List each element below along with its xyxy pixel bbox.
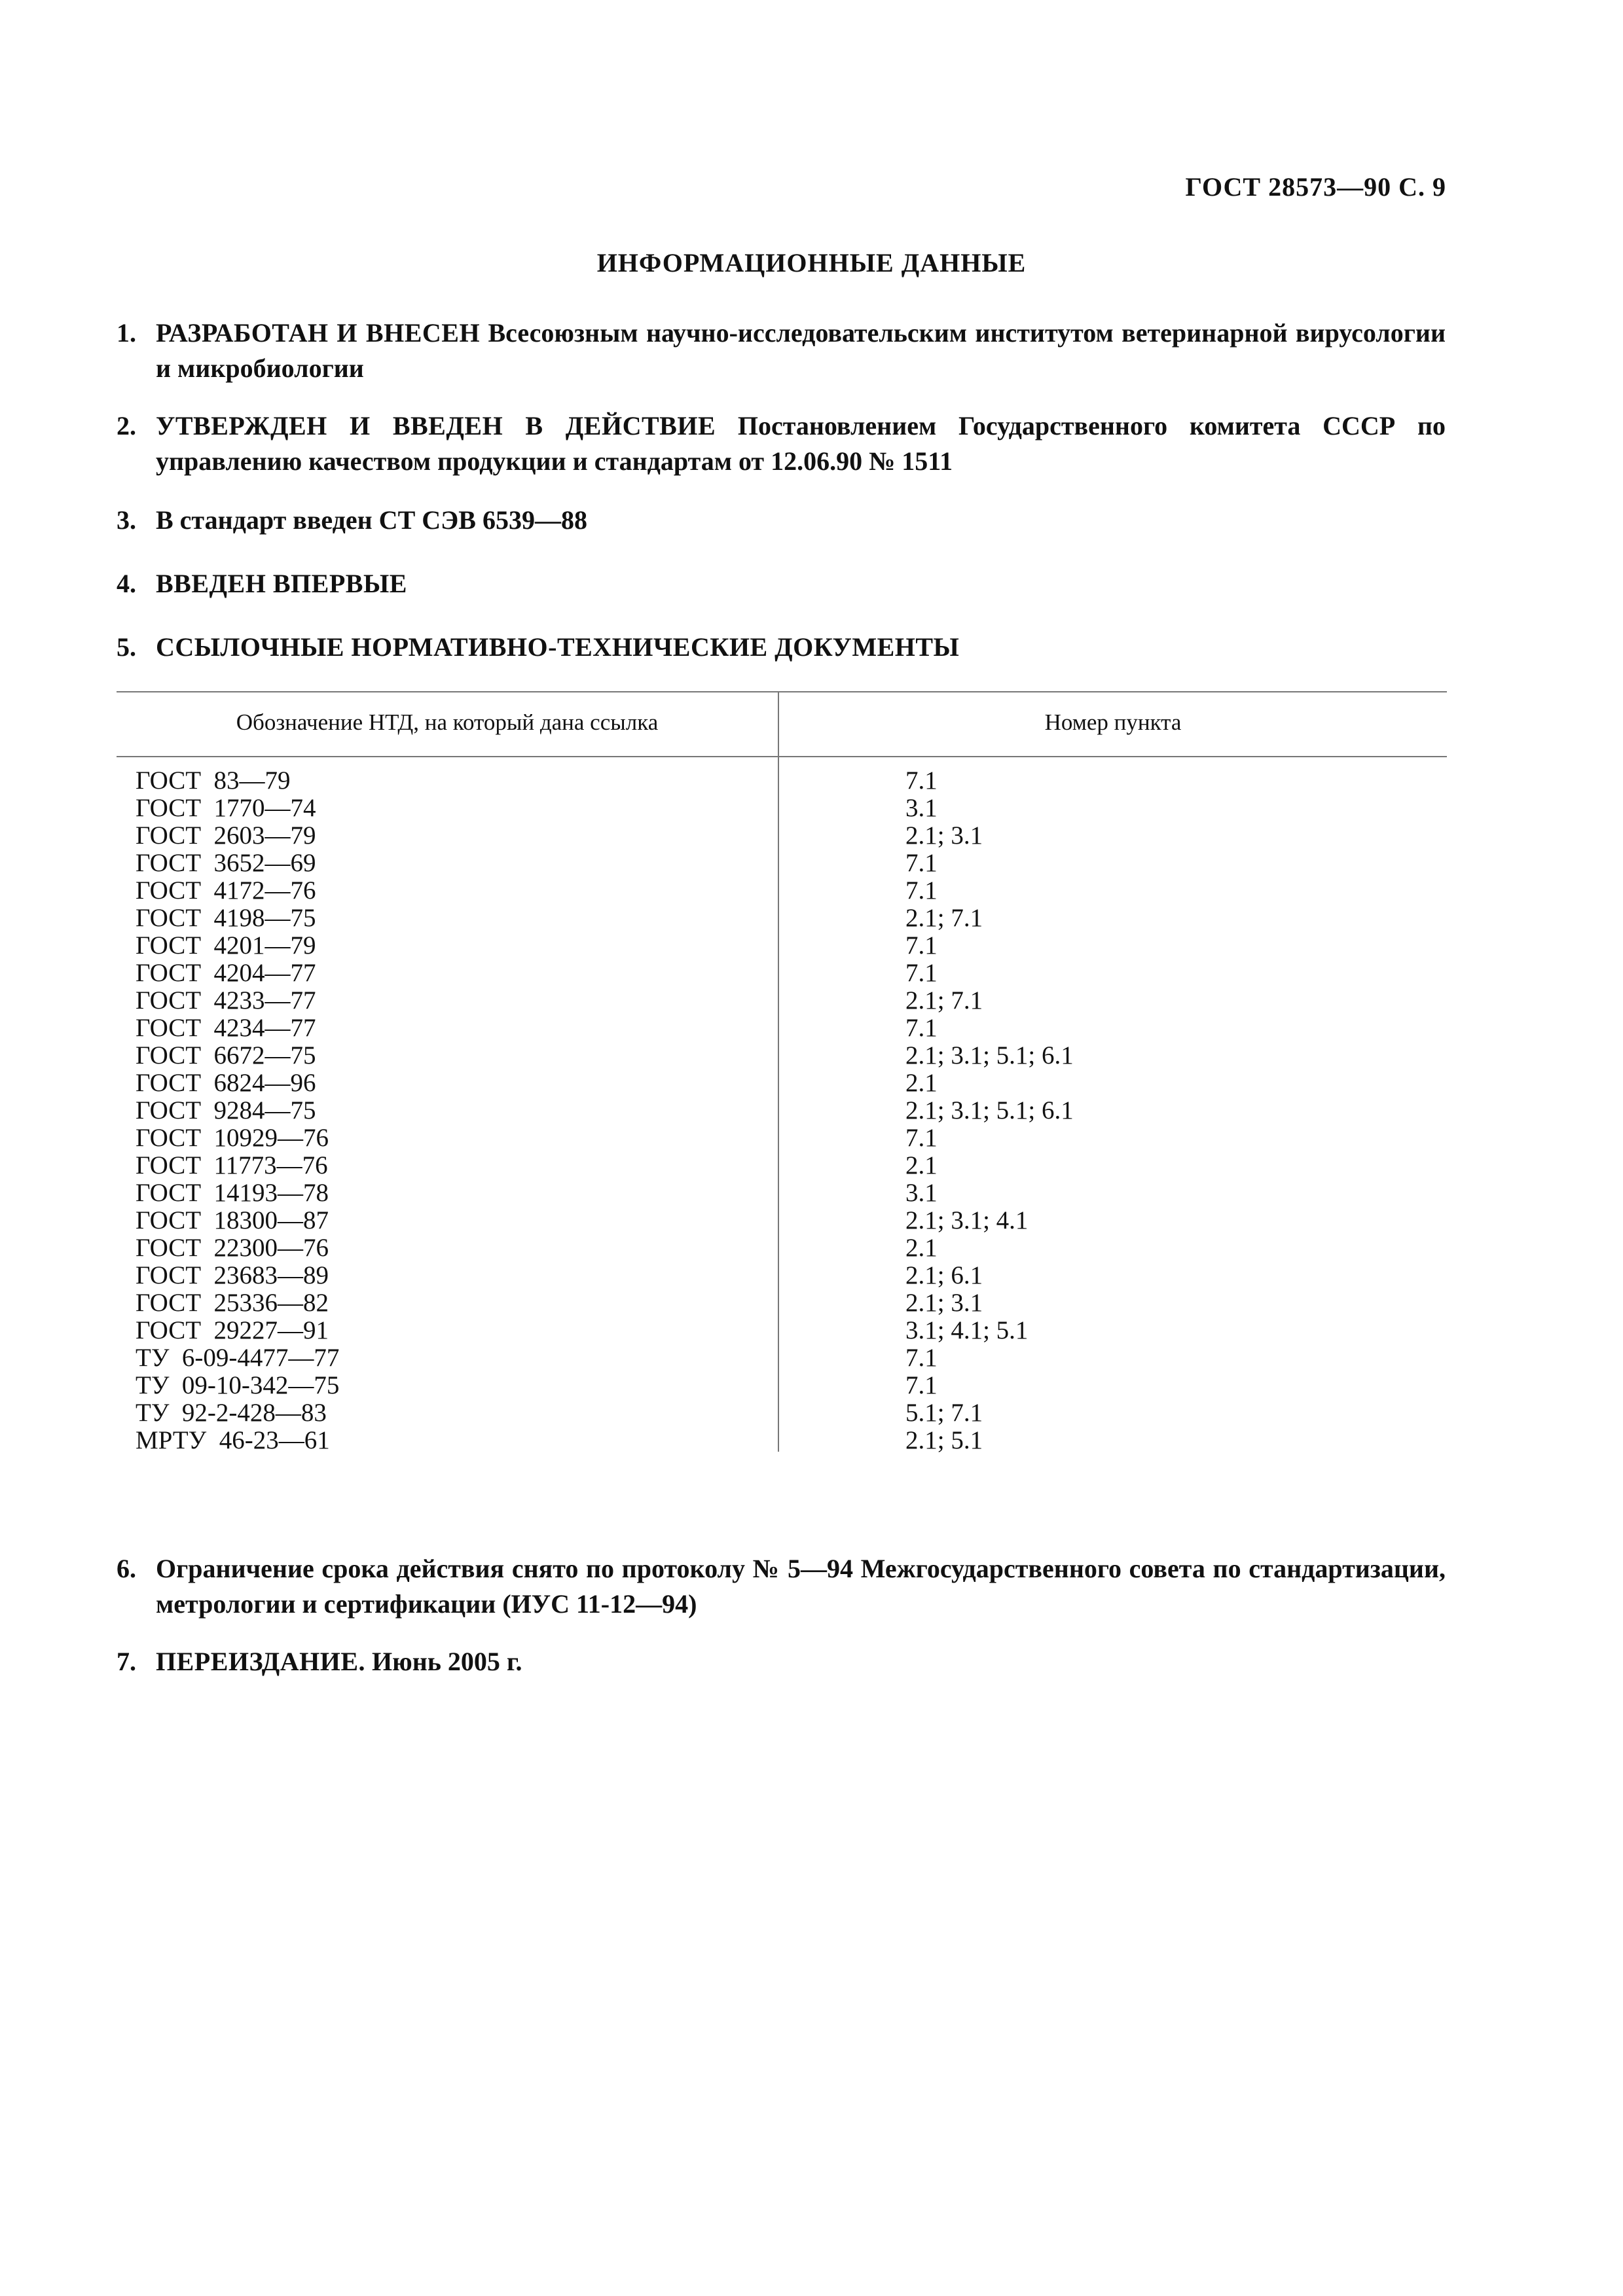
item-body: Постановлением Государственного комитета СССР по управлению качеством продукции и стандартам от 12.06.90 № 1511 [156, 411, 1446, 476]
table-row [117, 877, 1447, 905]
cell-designation: ТУ 92-2-428—83 [136, 1399, 327, 1427]
cell-clause: 7.1 [905, 1124, 938, 1152]
cell-designation: ТУ 09-10-342—75 [136, 1371, 340, 1399]
item-lead: ПЕРЕИЗДАНИЕ. [156, 1647, 366, 1676]
table-row [117, 1152, 1447, 1179]
item-text [156, 630, 1446, 665]
cell-designation: ТУ 6-09-4477—77 [136, 1344, 340, 1372]
cell-clause: 7.1 [905, 876, 938, 905]
cell-clause: 2.1; 3.1; 4.1 [905, 1206, 1029, 1234]
cell-designation: МРТУ 46-23—61 [136, 1426, 330, 1454]
cell-designation: ГОСТ 4204—77 [136, 959, 316, 987]
table-row [117, 905, 1447, 932]
item-body: Ограничение срока действия снято по протоколу № 5—94 Межгосударственного совета по стандартизации, метрологии и сертификации (ИУС 11-12—94) [156, 1554, 1446, 1619]
item-text [156, 503, 1446, 538]
cell-clause: 7.1 [905, 959, 938, 987]
table-row [117, 850, 1447, 877]
cell-clause: 2.1; 3.1 [905, 1289, 983, 1317]
item-body: Всесоюзным научно-исследовательским институтом ветеринарной вирусологии и микробиологии [156, 318, 1446, 383]
cell-clause: 2.1; 5.1 [905, 1426, 983, 1454]
cell-clause: 5.1; 7.1 [905, 1399, 983, 1427]
item-number: 1. [117, 318, 136, 348]
table-row [117, 1399, 1447, 1427]
cell-designation: ГОСТ 9284—75 [136, 1096, 316, 1124]
table-row [117, 1234, 1447, 1262]
cell-clause: 7.1 [905, 849, 938, 877]
info-item-7 [117, 1644, 1446, 1679]
item-number: 5. [117, 632, 136, 662]
table-row [117, 767, 1447, 795]
info-item-6 [117, 1551, 1446, 1622]
table-row [117, 1317, 1447, 1344]
info-item-4 [117, 566, 1446, 601]
cell-designation: ГОСТ 4201—79 [136, 931, 316, 960]
cell-designation: ГОСТ 10929—76 [136, 1124, 329, 1152]
item-body: В стандарт введен СТ СЭВ 6539—88 [156, 505, 587, 535]
item-text [156, 1644, 1446, 1679]
table-body [117, 767, 1447, 1454]
table-row [117, 1042, 1447, 1069]
cell-clause: 7.1 [905, 1371, 938, 1399]
table-row [117, 1124, 1447, 1152]
column-header-clause: Номер пункта [1044, 709, 1182, 735]
item-lead: ВВЕДЕН ВПЕРВЫЕ [156, 569, 407, 598]
table-row [117, 1097, 1447, 1124]
table-row [117, 1014, 1447, 1042]
table-row [117, 1069, 1447, 1097]
cell-designation: ГОСТ 6672—75 [136, 1041, 316, 1069]
item-text [156, 315, 1446, 386]
cell-clause: 2.1; 6.1 [905, 1261, 983, 1289]
cell-designation: ГОСТ 25336—82 [136, 1289, 329, 1317]
table-row [117, 1344, 1447, 1372]
info-item-2 [117, 408, 1446, 479]
table-row [117, 932, 1447, 960]
table-top-rule [117, 691, 1447, 692]
cell-designation: ГОСТ 2603—79 [136, 821, 316, 850]
cell-designation: ГОСТ 3652—69 [136, 849, 316, 877]
table-row [117, 1372, 1447, 1399]
item-text [156, 1551, 1446, 1622]
cell-designation: ГОСТ 22300—76 [136, 1234, 329, 1262]
table-row [117, 822, 1447, 850]
table-row [117, 987, 1447, 1014]
info-item-1 [117, 315, 1446, 386]
cell-clause: 3.1; 4.1; 5.1 [905, 1316, 1029, 1344]
cell-clause: 7.1 [905, 766, 938, 795]
cell-clause: 3.1 [905, 794, 938, 822]
item-text [156, 566, 1446, 601]
references-table [117, 691, 1447, 1452]
table-row [117, 960, 1447, 987]
item-number: 6. [117, 1554, 136, 1583]
cell-clause: 3.1 [905, 1179, 938, 1207]
cell-designation: ГОСТ 4198—75 [136, 904, 316, 932]
item-lead: УТВЕРЖДЕН И ВВЕДЕН В ДЕЙСТВИЕ [156, 411, 716, 440]
document-reference: ГОСТ 28573—90 С. 9 [1185, 172, 1446, 202]
column-header-designation: Обозначение НТД, на который дана ссылка [236, 709, 659, 735]
table-row [117, 795, 1447, 822]
table-row [117, 1207, 1447, 1234]
item-number: 7. [117, 1647, 136, 1676]
cell-clause: 2.1; 3.1; 5.1; 6.1 [905, 1041, 1074, 1069]
cell-designation: ГОСТ 6824—96 [136, 1069, 316, 1097]
info-item-3 [117, 503, 1446, 538]
cell-clause: 7.1 [905, 931, 938, 960]
cell-clause: 7.1 [905, 1014, 938, 1042]
cell-clause: 2.1; 7.1 [905, 986, 983, 1014]
cell-clause: 2.1 [905, 1234, 938, 1262]
info-item-5 [117, 630, 1446, 665]
cell-designation: ГОСТ 4172—76 [136, 876, 316, 905]
section-title: ИНФОРМАЦИОННЫЕ ДАННЫЕ [596, 248, 1027, 278]
cell-designation: ГОСТ 23683—89 [136, 1261, 329, 1289]
table-header-rule [117, 756, 1447, 757]
cell-clause: 2.1; 3.1; 5.1; 6.1 [905, 1096, 1074, 1124]
item-number: 3. [117, 505, 136, 535]
table-row [117, 1289, 1447, 1317]
item-text [156, 408, 1446, 479]
cell-clause: 2.1 [905, 1151, 938, 1179]
cell-clause: 2.1; 7.1 [905, 904, 983, 932]
item-body: Июнь 2005 г. [365, 1647, 522, 1676]
cell-designation: ГОСТ 29227—91 [136, 1316, 329, 1344]
cell-designation: ГОСТ 83—79 [136, 766, 291, 795]
cell-designation: ГОСТ 4234—77 [136, 1014, 316, 1042]
cell-clause: 2.1 [905, 1069, 938, 1097]
cell-designation: ГОСТ 14193—78 [136, 1179, 329, 1207]
table-row [117, 1179, 1447, 1207]
cell-clause: 7.1 [905, 1344, 938, 1372]
cell-designation: ГОСТ 4233—77 [136, 986, 316, 1014]
table-row [117, 1262, 1447, 1289]
cell-designation: ГОСТ 11773—76 [136, 1151, 328, 1179]
item-number: 4. [117, 569, 136, 598]
item-number: 2. [117, 411, 136, 440]
cell-clause: 2.1; 3.1 [905, 821, 983, 850]
cell-designation: ГОСТ 1770—74 [136, 794, 316, 822]
item-lead: РАЗРАБОТАН И ВНЕСЕН [156, 318, 481, 348]
table-row [117, 1427, 1447, 1454]
item-lead: ССЫЛОЧНЫЕ НОРМАТИВНО-ТЕХНИЧЕСКИЕ ДОКУМЕНТЫ [156, 632, 960, 662]
cell-designation: ГОСТ 18300—87 [136, 1206, 329, 1234]
